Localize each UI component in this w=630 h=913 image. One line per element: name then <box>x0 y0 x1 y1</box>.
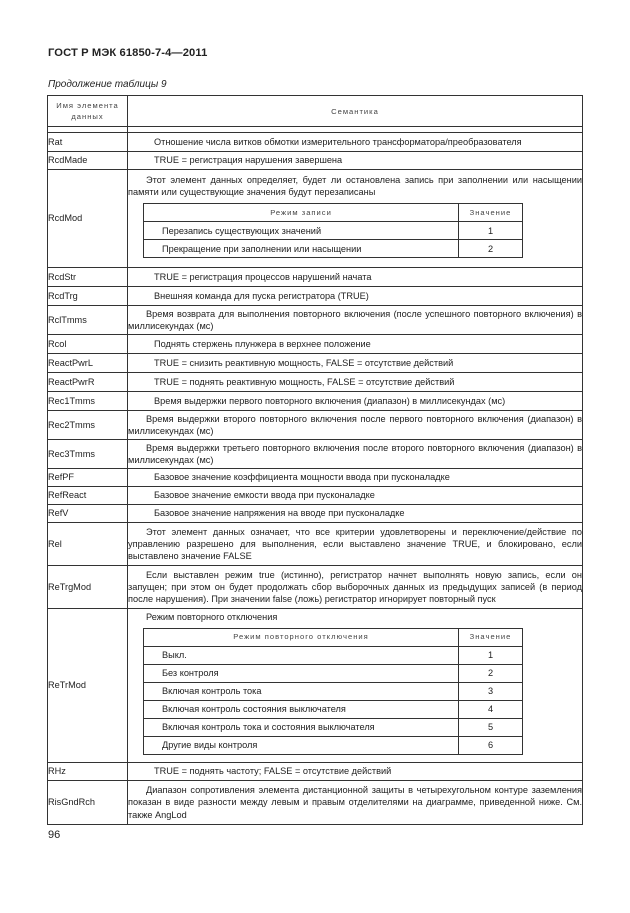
retrip-mode-value: 4 <box>459 701 523 719</box>
table-row <box>48 268 583 287</box>
table-row <box>48 469 583 487</box>
row-text-retrgmod: Если выставлен режим true (истинно), регистратор начнет выполнять новую запись, если он запущен; при этом он будет продолжать сбор выборочных данных из предыдущих записей (в период после нарушения). При значении false (ложь) регистратор игнорирует повторный пуск <box>128 566 583 609</box>
row-text-refpf: Базовое значение коэффициента мощности ввода при пусконаладке <box>128 469 583 487</box>
retrip-mode-value: 1 <box>459 647 523 665</box>
row-name-rcdtrg: RcdTrg <box>48 287 128 306</box>
record-mode-value: 1 <box>459 222 523 240</box>
row-name-rhz: RHz <box>48 763 128 781</box>
row-text-rcdstr: TRUE = регистрация процессов нарушений начата <box>128 268 583 287</box>
row-text-rcdtrg: Внешняя команда для пуска регистратора (TRUE) <box>128 287 583 306</box>
retrip-mode-label: Включая контроль тока <box>144 683 459 701</box>
table-row <box>48 411 583 440</box>
table-row <box>48 354 583 373</box>
retrip-mode-value: 3 <box>459 683 523 701</box>
table-row <box>48 335 583 354</box>
data-elements-table <box>47 95 583 825</box>
table-header-row <box>48 96 583 127</box>
row-name-rat: Rat <box>48 133 128 152</box>
row-text-rcltmms: Время возврата для выполнения повторного включения (после успешного повторного включения) в миллисекундах (мс) <box>128 306 583 335</box>
table-row <box>48 170 583 268</box>
row-text-rhz: TRUE = поднять частоту; FALSE = отсутствие действий <box>128 763 583 781</box>
page-number: 96 <box>48 829 61 841</box>
record-mode-label: Перезапись существующих значений <box>144 222 459 240</box>
retrip-mode-label: Другие виды контроля <box>144 737 459 755</box>
row-name-risgndrch: RisGndRch <box>48 781 128 825</box>
retrip-mode-value: 2 <box>459 665 523 683</box>
row-name-retrgmod: ReTrgMod <box>48 566 128 609</box>
row-text-rcdmade: TRUE = регистрация нарушения завершена <box>128 152 583 170</box>
record-mode-table <box>143 203 523 258</box>
retrip-mode-label: Включая контроль состояния выключателя <box>144 701 459 719</box>
retrip-mode-col-header: Режим повторного отключения <box>144 629 459 647</box>
row-text-rec2tmms: Время выдержки второго повторного включения после первого повторного включения (диапазон) в миллисекундах (мс) <box>128 411 583 440</box>
retrip-mode-label: Без контроля <box>144 665 459 683</box>
list-item <box>144 701 523 719</box>
list-item <box>144 665 523 683</box>
table-row <box>48 523 583 566</box>
retrip-mode-value: 6 <box>459 737 523 755</box>
row-name-rcltmms: RclTmms <box>48 306 128 335</box>
table-row <box>48 609 583 763</box>
list-item <box>144 240 523 258</box>
row-name-rcdmade: RcdMade <box>48 152 128 170</box>
row-name-retrmod: ReTrMod <box>48 609 128 763</box>
row-text-rel: Этот элемент данных означает, что все критерии удовлетворены и переключение/действие по управлению разрешено для выполнения, если выставлено значение TRUE, и блокировано, если выставлено значение FALSE <box>128 523 583 566</box>
row-cell-retrmod <box>128 609 583 763</box>
row-text-refreact: Базовое значение емкости ввода при пусконаладке <box>128 487 583 505</box>
column-header-semantics: Семантика <box>128 96 583 127</box>
column-header-name: Имя элемента данных <box>48 96 128 127</box>
retrip-mode-table <box>143 628 523 755</box>
row-name-rcol: Rcol <box>48 335 128 354</box>
retrip-mode-value: 5 <box>459 719 523 737</box>
record-mode-value: 2 <box>459 240 523 258</box>
table-row <box>48 373 583 392</box>
row-name-rel: Rel <box>48 523 128 566</box>
table-row <box>48 440 583 469</box>
row-text-rcdmod: Этот элемент данных определяет, будет ли остановлена запись при заполнении или насыщении памяти или существующие значения будут перезаписаны <box>128 174 582 197</box>
list-item <box>144 222 523 240</box>
record-mode-label: Прекращение при заполнении или насыщении <box>144 240 459 258</box>
record-mode-col-header: Режим записи <box>144 204 459 222</box>
row-name-rcdmod: RcdMod <box>48 170 128 268</box>
row-text-rat: Отношение числа витков обмотки измерительного трансформатора/преобразователя <box>128 133 583 152</box>
row-name-refreact: RefReact <box>48 487 128 505</box>
row-text-reactpwrr: TRUE = поднять реактивную мощность, FALSE = отсутствие действий <box>128 373 583 392</box>
row-text-risgndrch: Диапазон сопротивления элемента дистанционной защиты в четырехугольном контуре заземления показан в виде разности между левым и правым отделителями на диаграмме, приведенной ниже. См. также AngLod <box>128 781 583 825</box>
table-row <box>48 566 583 609</box>
list-item <box>144 647 523 665</box>
row-name-rec1tmms: Rec1Tmms <box>48 392 128 411</box>
table-continuation-caption: Продолжение таблицы 9 <box>48 79 167 90</box>
row-name-rec3tmms: Rec3Tmms <box>48 440 128 469</box>
table-row <box>48 133 583 152</box>
row-text-refv: Базовое значение напряжения на вводе при пусконаладке <box>128 505 583 523</box>
table-row <box>48 152 583 170</box>
table-row <box>48 392 583 411</box>
row-text-reactpwrl: TRUE = снизить реактивную мощность, FALSE = отсутствие действий <box>128 354 583 373</box>
row-name-refv: RefV <box>48 505 128 523</box>
table-row <box>48 306 583 335</box>
list-item <box>144 683 523 701</box>
row-text-rec3tmms: Время выдержки третьего повторного включения после второго повторного включения (диапазон) в миллисекундах (мс) <box>128 440 583 469</box>
row-name-rec2tmms: Rec2Tmms <box>48 411 128 440</box>
row-text-rcol: Поднять стержень плунжера в верхнее положение <box>128 335 583 354</box>
table-row <box>48 487 583 505</box>
table-row <box>48 763 583 781</box>
row-name-reactpwrl: ReactPwrL <box>48 354 128 373</box>
document-header: ГОСТ Р МЭК 61850-7-4—2011 <box>48 47 208 59</box>
row-name-refpf: RefPF <box>48 469 128 487</box>
row-name-reactpwrr: ReactPwrR <box>48 373 128 392</box>
table-row <box>48 287 583 306</box>
list-item <box>144 737 523 755</box>
retrip-mode-label: Включая контроль тока и состояния выключателя <box>144 719 459 737</box>
retrip-value-col-header: Значение <box>459 629 523 647</box>
row-text-rec1tmms: Время выдержки первого повторного включения (диапазон) в миллисекундах (мс) <box>128 392 583 411</box>
record-value-col-header: Значение <box>459 204 523 222</box>
row-name-rcdstr: RcdStr <box>48 268 128 287</box>
retrip-mode-label: Выкл. <box>144 647 459 665</box>
row-text-retrmod: Режим повторного отключения <box>146 611 278 622</box>
table-row <box>48 781 583 825</box>
table-row <box>48 505 583 523</box>
row-cell-rcdmod <box>128 170 583 268</box>
list-item <box>144 719 523 737</box>
